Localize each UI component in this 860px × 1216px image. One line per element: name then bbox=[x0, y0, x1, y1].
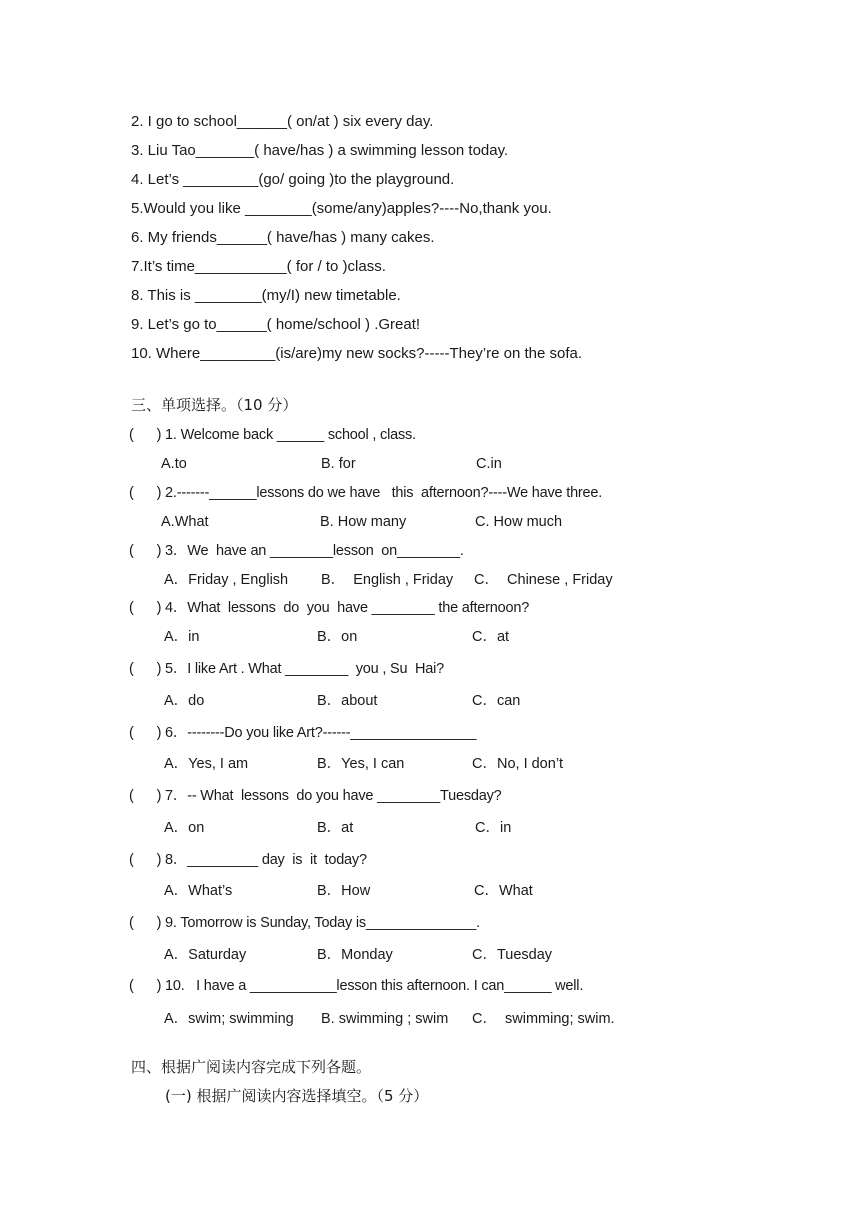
mc-question-1-option-c: C.in bbox=[476, 456, 502, 472]
mc-question-2-option-c: C. How much bbox=[475, 514, 563, 530]
mc-question-5-option-a: A．do bbox=[164, 693, 205, 709]
mc-question-3-option-b: B． English , Friday bbox=[321, 572, 454, 588]
mc-question-7-option-b: B．at bbox=[317, 820, 354, 836]
mc-question-6-option-c: C．No, I don’t bbox=[472, 756, 564, 772]
fill-in-question-3: 3. Liu Tao_______( have/has ) a swimming lesson today. bbox=[131, 142, 509, 159]
mc-question-4: ( ) 4．What lessons do you have ________ the afternoon? bbox=[129, 600, 530, 616]
mc-question-2: ( ) 2.-------______lessons do we have this afternoon?----We have three. bbox=[129, 485, 603, 501]
mc-question-5-option-b: B．about bbox=[317, 693, 378, 709]
mc-question-8-option-b: B．How bbox=[317, 883, 371, 899]
fill-in-question-8: 8. This is ________(my/I) new timetable. bbox=[131, 287, 401, 304]
fill-in-question-10: 10. Where_________(is/are)my new socks?-----They’re on the sofa. bbox=[131, 345, 583, 362]
mc-question-8-option-a: A．What’s bbox=[164, 883, 233, 899]
mc-question-10-option-c: C． swimming; swim. bbox=[472, 1011, 615, 1027]
mc-question-4-option-b: B．on bbox=[317, 629, 358, 645]
mc-question-7: ( ) 7．-- What lessons do you have ________Tuesday? bbox=[129, 788, 502, 804]
mc-question-1-option-b: B. for bbox=[321, 456, 356, 472]
mc-question-3-option-c: C． Chinese , Friday bbox=[474, 572, 613, 588]
mc-question-2-option-a: A.What bbox=[161, 514, 209, 530]
mc-question-8-option-c: C．What bbox=[474, 883, 533, 899]
mc-question-9-option-c: C．Tuesday bbox=[472, 947, 553, 963]
mc-question-10-option-b: B. swimming ; swim bbox=[321, 1011, 449, 1027]
mc-question-1-option-a: A.to bbox=[161, 456, 187, 472]
fill-in-question-9: 9. Let’s go to______( home/school ) .Great! bbox=[131, 316, 421, 333]
mc-question-4-option-a: A．in bbox=[164, 629, 200, 645]
mc-question-6-option-a: A．Yes, I am bbox=[164, 756, 249, 772]
mc-question-4-option-c: C．at bbox=[472, 629, 510, 645]
fill-in-question-5: 5.Would you like ________(some/any)apples?----No,thank you. bbox=[131, 200, 552, 217]
fill-in-question-7: 7.It’s time___________( for / to )class. bbox=[131, 258, 386, 275]
mc-question-3-option-a: A．Friday , English bbox=[164, 572, 289, 588]
mc-question-2-option-b: B. How many bbox=[320, 514, 407, 530]
mc-question-10: ( ) 10. I have a ___________lesson this afternoon. I can______ well. bbox=[129, 978, 584, 994]
fill-in-question-4: 4. Let’s _________(go/ going )to the playground. bbox=[131, 171, 455, 188]
section-4-title: 四、根据广阅读内容完成下列各题。 bbox=[131, 1058, 372, 1076]
mc-question-9: ( ) 9. Tomorrow is Sunday, Today is______________. bbox=[129, 915, 480, 931]
mc-question-5: ( ) 5．I like Art . What ________ you , Su Hai? bbox=[129, 661, 444, 677]
mc-question-3: ( ) 3．We have an ________lesson on________. bbox=[129, 543, 464, 559]
mc-question-6-option-b: B．Yes, I can bbox=[317, 756, 405, 772]
mc-question-9-option-a: A．Saturday bbox=[164, 947, 247, 963]
section-3-title: 三、单项选择。（10 分） bbox=[131, 396, 298, 414]
mc-question-10-option-a: A．swim; swimming bbox=[164, 1011, 294, 1027]
mc-question-5-option-c: C．can bbox=[472, 693, 521, 709]
mc-question-6: ( ) 6．--------Do you like Art?------________________ bbox=[129, 725, 477, 741]
fill-in-question-2: 2. I go to school______( on/at ) six every day. bbox=[131, 113, 434, 130]
mc-question-1: ( ) 1. Welcome back ______ school , class. bbox=[129, 427, 416, 443]
mc-question-8: ( ) 8．_________ day is it today? bbox=[129, 852, 367, 868]
section-4-subtitle: (一) 根据广阅读内容选择填空。（5 分） bbox=[165, 1087, 429, 1105]
mc-question-9-option-b: B．Monday bbox=[317, 947, 393, 963]
fill-in-question-6: 6. My friends______( have/has ) many cakes. bbox=[131, 229, 435, 246]
mc-question-7-option-c: C．in bbox=[475, 820, 512, 836]
mc-question-7-option-a: A．on bbox=[164, 820, 205, 836]
